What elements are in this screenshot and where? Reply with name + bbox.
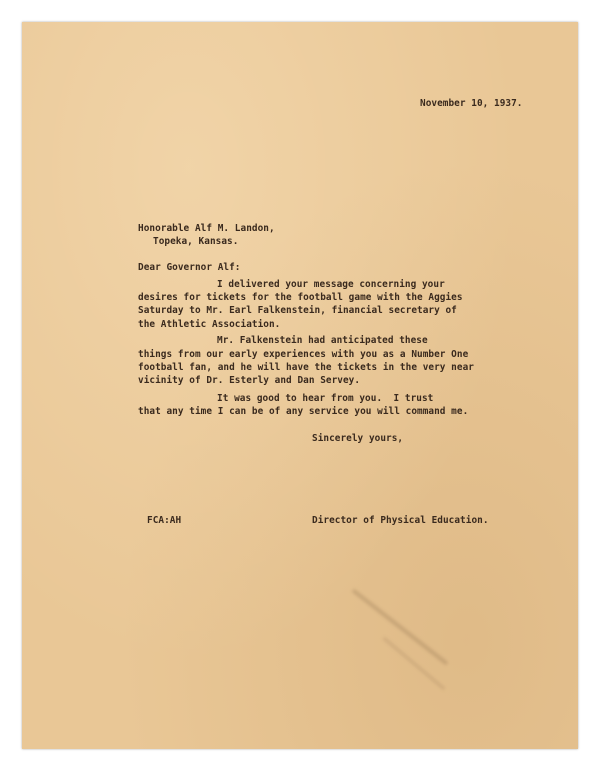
paragraph-line: things from our early experiences with you as a Number One xyxy=(138,349,469,360)
recipient-name: Honorable Alf M. Landon, xyxy=(138,223,275,234)
paragraph-line: football fan, and he will have the tickets in the very near xyxy=(138,362,474,373)
paragraph-line: Mr. Falkenstein had anticipated these xyxy=(217,335,428,346)
paragraph-line: It was good to hear from you. I trust xyxy=(217,393,434,404)
signatory-title: Director of Physical Education. xyxy=(312,515,489,526)
recipient-city: Topeka, Kansas. xyxy=(153,236,239,247)
paragraph-line: vicinity of Dr. Esterly and Dan Servey. xyxy=(138,375,361,386)
complimentary-close: Sincerely yours, xyxy=(312,433,404,444)
reference-initials: FCA:AH xyxy=(147,515,182,526)
paper-smudge xyxy=(382,637,445,691)
paragraph-line: that any time I can be of any service you will command me. xyxy=(138,406,469,417)
paragraph-line: the Athletic Association. xyxy=(138,319,281,330)
paragraph-line: Saturday to Mr. Earl Falkenstein, financial secretary of xyxy=(138,305,457,316)
salutation: Dear Governor Alf: xyxy=(138,262,241,273)
paragraph-line: desires for tickets for the football game with the Aggies xyxy=(138,292,463,303)
letter-date: November 10, 1937. xyxy=(420,98,523,109)
paragraph-line: I delivered your message concerning your xyxy=(217,279,445,290)
